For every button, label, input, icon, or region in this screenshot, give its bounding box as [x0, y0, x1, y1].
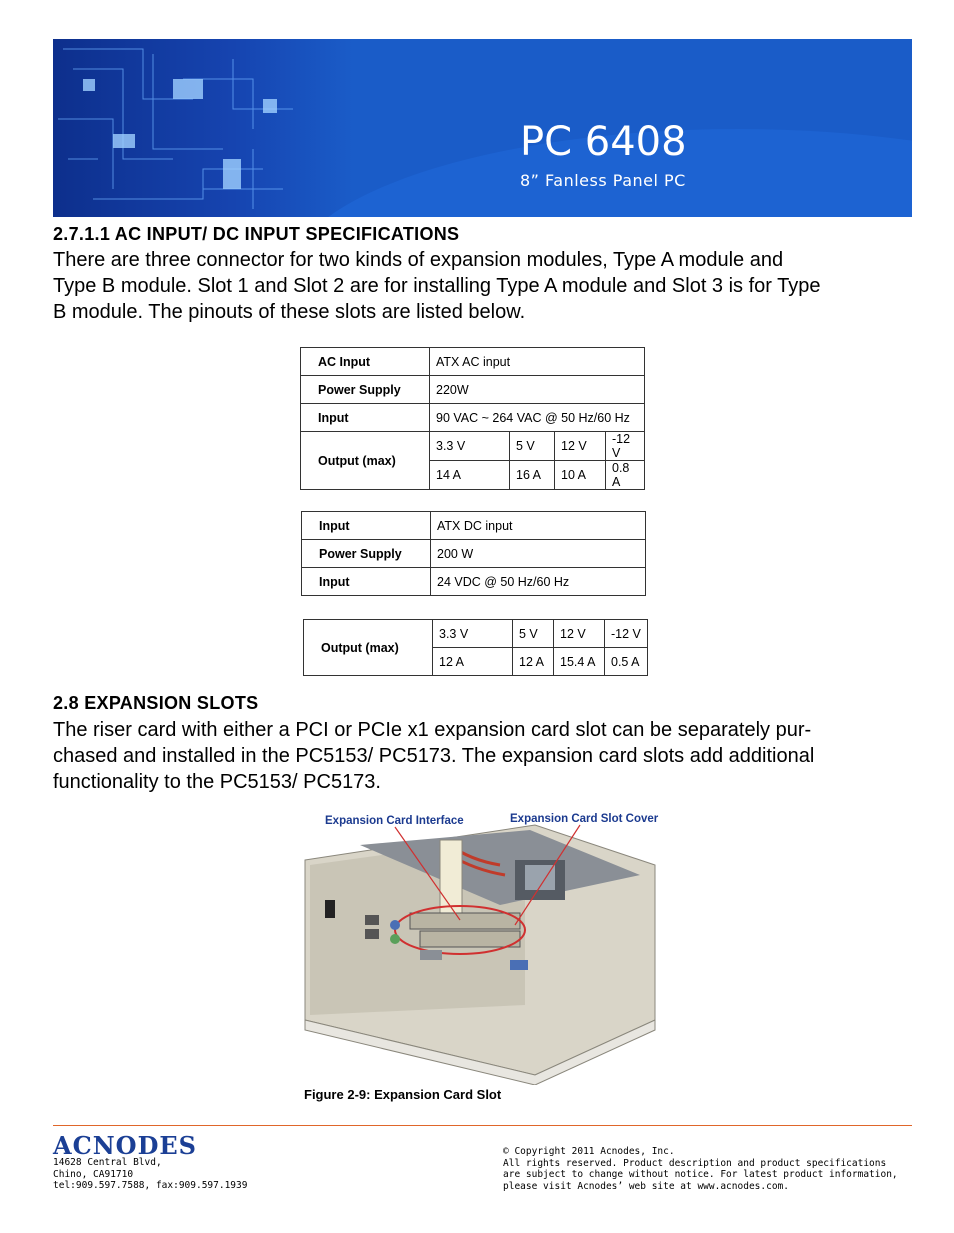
voltage-cell: 5 V	[510, 432, 555, 461]
row-value: 220W	[430, 376, 645, 404]
row-value: ATX AC input	[430, 348, 645, 376]
table-row	[302, 512, 646, 540]
voltage-cell: 3.3 V	[433, 620, 513, 648]
paragraph-line: Type B module. Slot 1 and Slot 2 are for installing Type A module and Slot 3 is for Type	[53, 275, 821, 297]
table-row	[301, 432, 645, 461]
product-title: PC 6408	[520, 119, 687, 165]
header-banner	[53, 39, 912, 217]
current-cell: 12 A	[433, 648, 513, 676]
copyright-line: All rights reserved. Product description and product specifications	[503, 1157, 887, 1169]
table-row	[301, 348, 645, 376]
company-address	[53, 1157, 247, 1192]
output-label: Output (max)	[301, 432, 430, 490]
current-cell: 14 A	[430, 461, 510, 490]
row-label: Input	[302, 512, 431, 540]
table-row	[301, 376, 645, 404]
table-row	[301, 404, 645, 432]
callout-expansion-card-interface: Expansion Card Interface	[325, 815, 464, 827]
row-label: Input	[302, 568, 431, 596]
paragraph-line: functionality to the PC5153/ PC5173.	[53, 771, 381, 793]
current-cell: 0.5 A	[605, 648, 648, 676]
current-cell: 10 A	[555, 461, 606, 490]
dc-output-table	[303, 619, 648, 676]
row-label: Power Supply	[301, 376, 430, 404]
row-value: ATX DC input	[431, 512, 646, 540]
section-heading-expansion: 2.8 EXPANSION SLOTS	[53, 693, 259, 713]
copyright-line: are subject to change without notice. For latest product information,	[503, 1169, 898, 1180]
current-cell: 16 A	[510, 461, 555, 490]
section-heading-power: 2.7.1.1 AC INPUT/ DC INPUT SPECIFICATIONS	[53, 224, 460, 244]
voltage-cell: 5 V	[513, 620, 554, 648]
row-value: 90 VAC ~ 264 VAC @ 50 Hz/60 Hz	[430, 404, 645, 432]
copyright-line: © Copyright 2011 Acnodes, Inc.	[503, 1146, 675, 1157]
paragraph-line: The riser card with either a PCI or PCIe x1 expansion card slot can be separately pur-	[53, 719, 812, 741]
table-row	[302, 540, 646, 568]
ac-spec-table	[300, 347, 645, 490]
callout-expansion-card-slot-cover: Expansion Card Slot Cover	[510, 813, 659, 825]
paragraph-line: chased and installed in the PC5153/ PC5173. The expansion card slots add additional	[53, 745, 815, 767]
current-cell: 0.8 A	[606, 461, 645, 490]
current-cell: 15.4 A	[554, 648, 605, 676]
current-cell: 12 A	[513, 648, 554, 676]
output-label: Output (max)	[304, 620, 433, 676]
copyright-line: please visit Acnodes’ web site at www.acnodes.com.	[503, 1180, 789, 1192]
circuit-board-image	[53, 39, 353, 217]
footer-divider	[53, 1125, 912, 1126]
row-value: 200 W	[431, 540, 646, 568]
row-label: AC Input	[301, 348, 430, 376]
table-row	[302, 568, 646, 596]
row-value: 24 VDC @ 50 Hz/60 Hz	[431, 568, 646, 596]
paragraph-line: B module. The pinouts of these slots are listed below.	[53, 301, 526, 323]
voltage-cell: 3.3 V	[430, 432, 510, 461]
address-line: 14628 Central Blvd,	[53, 1157, 162, 1168]
copyright-notice	[503, 1146, 898, 1192]
acnodes-logo: ACNODES	[53, 1131, 198, 1160]
row-label: Power Supply	[302, 540, 431, 568]
expansion-card-photo	[300, 805, 660, 1110]
product-subtitle: 8” Fanless Panel PC	[520, 171, 686, 190]
voltage-cell: 12 V	[554, 620, 605, 648]
table-row	[304, 620, 648, 648]
dc-spec-table	[301, 511, 646, 596]
row-label: Input	[301, 404, 430, 432]
voltage-cell: -12 V	[606, 432, 645, 461]
address-line: tel:909.597.7588, fax:909.597.1939	[53, 1180, 248, 1191]
section-paragraph-power	[53, 247, 913, 325]
voltage-cell: 12 V	[555, 432, 606, 461]
figure-caption: Figure 2-9: Expansion Card Slot	[304, 1087, 502, 1102]
section-paragraph-expansion	[53, 717, 913, 795]
paragraph-line: There are three connector for two kinds of expansion modules, Type A module and	[53, 249, 784, 271]
voltage-cell: -12 V	[605, 620, 648, 648]
address-line: Chino, CA91710	[53, 1168, 134, 1180]
